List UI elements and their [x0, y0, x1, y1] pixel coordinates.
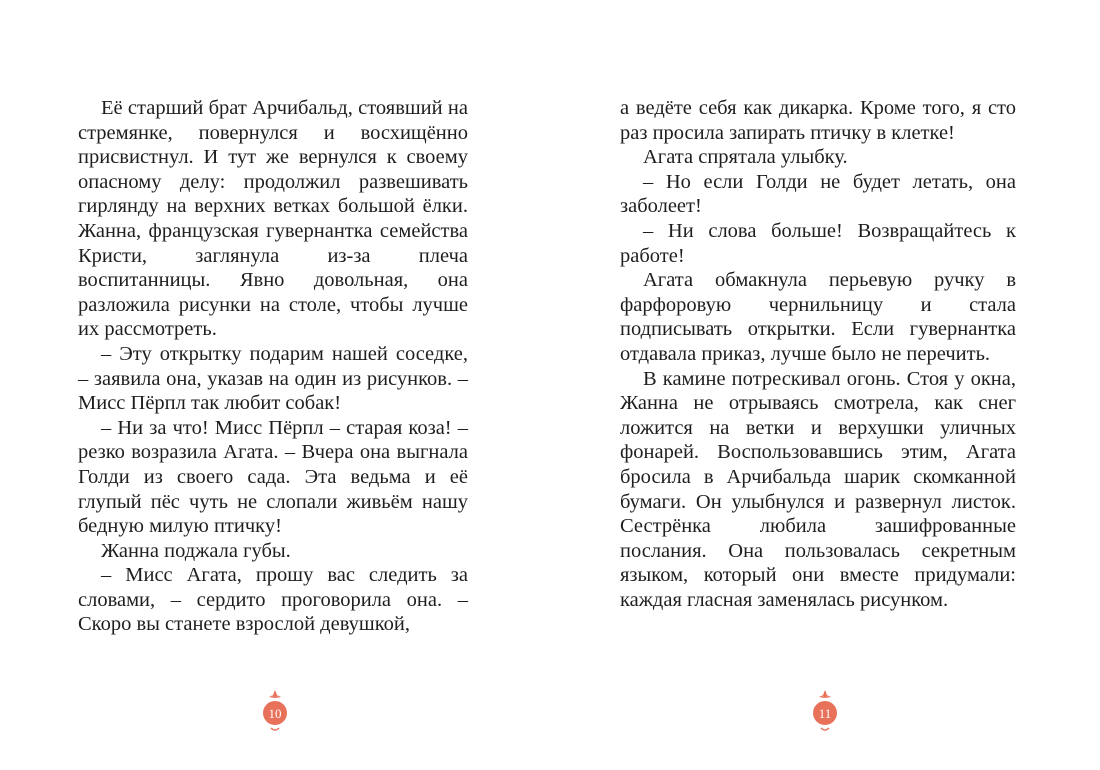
right-page: [620, 96, 1016, 612]
paragraph: – Эту открытку подарим нашей соседке, – заявила она, указав на один из рисунков. – Мисс Пёрпл так любит собак!: [78, 342, 468, 415]
paragraph: Жанна поджала губы.: [101, 539, 291, 562]
paragraph: – Но если Голди не будет летать, она заболеет!: [620, 170, 1016, 218]
page-number: 11: [818, 706, 832, 721]
paragraph: В камине потрескивал огонь. Стоя у окна, Жанна не отрываясь смотрела, как снег ложится на ветки и верхушки уличных фонарей. Воспользовавшись этим, Агата бросила в Арчибальда шарик скомканной бумаги. Он улыбнулся и развернул листок. Сестрёнка любила зашифрованные послания. Она пользовалась секретным языком, который они вместе придумали: каждая гласная заменялась рисунком.: [620, 367, 1016, 611]
page-number: 10: [268, 706, 282, 721]
page-number-badge: [255, 688, 295, 734]
paragraph: а ведёте себя как дикарка. Кроме того, я сто раз просила запирать птичку в клетке!: [620, 97, 1016, 144]
page-number-badge: [805, 688, 845, 734]
paragraph: Агата спрятала улыбку.: [643, 146, 848, 169]
paragraph: – Ни за что! Мисс Пёрпл – старая коза! – резко возразила Агата. – Вчера она выгнала Голди из своего сада. Эта ведьма и её глупый пёс чуть не слопали живьём нашу бедную милую птичку!: [78, 416, 468, 538]
paragraph: – Мисс Агата, прошу вас следить за словами, – сердито проговорила она. – Скоро вы станете взрослой девушкой,: [78, 564, 468, 636]
left-page: [78, 96, 468, 637]
paragraph: Агата обмакнула перьевую ручку в фарфоровую чернильницу и стала подписывать открытки. Если гувернантка отдавала приказ, лучше было не перечить.: [620, 269, 1016, 365]
paragraph: Её старший брат Арчибальд, стоявший на стремянке, повернулся и восхищённо присвистнул. И тут же вернулся к своему опасному делу: продолжил развешивать гирлянду на верхних ветках большой ёлки. Жанна, французская гувернантка семейства Кристи, заглянула из-за плеча воспитанницы. Явно довольная, она разложила рисунки на столе, чтобы лучше их рассмотреть.: [78, 97, 468, 341]
paragraph: – Ни слова больше! Возвращайтесь к работе!: [620, 219, 1016, 267]
